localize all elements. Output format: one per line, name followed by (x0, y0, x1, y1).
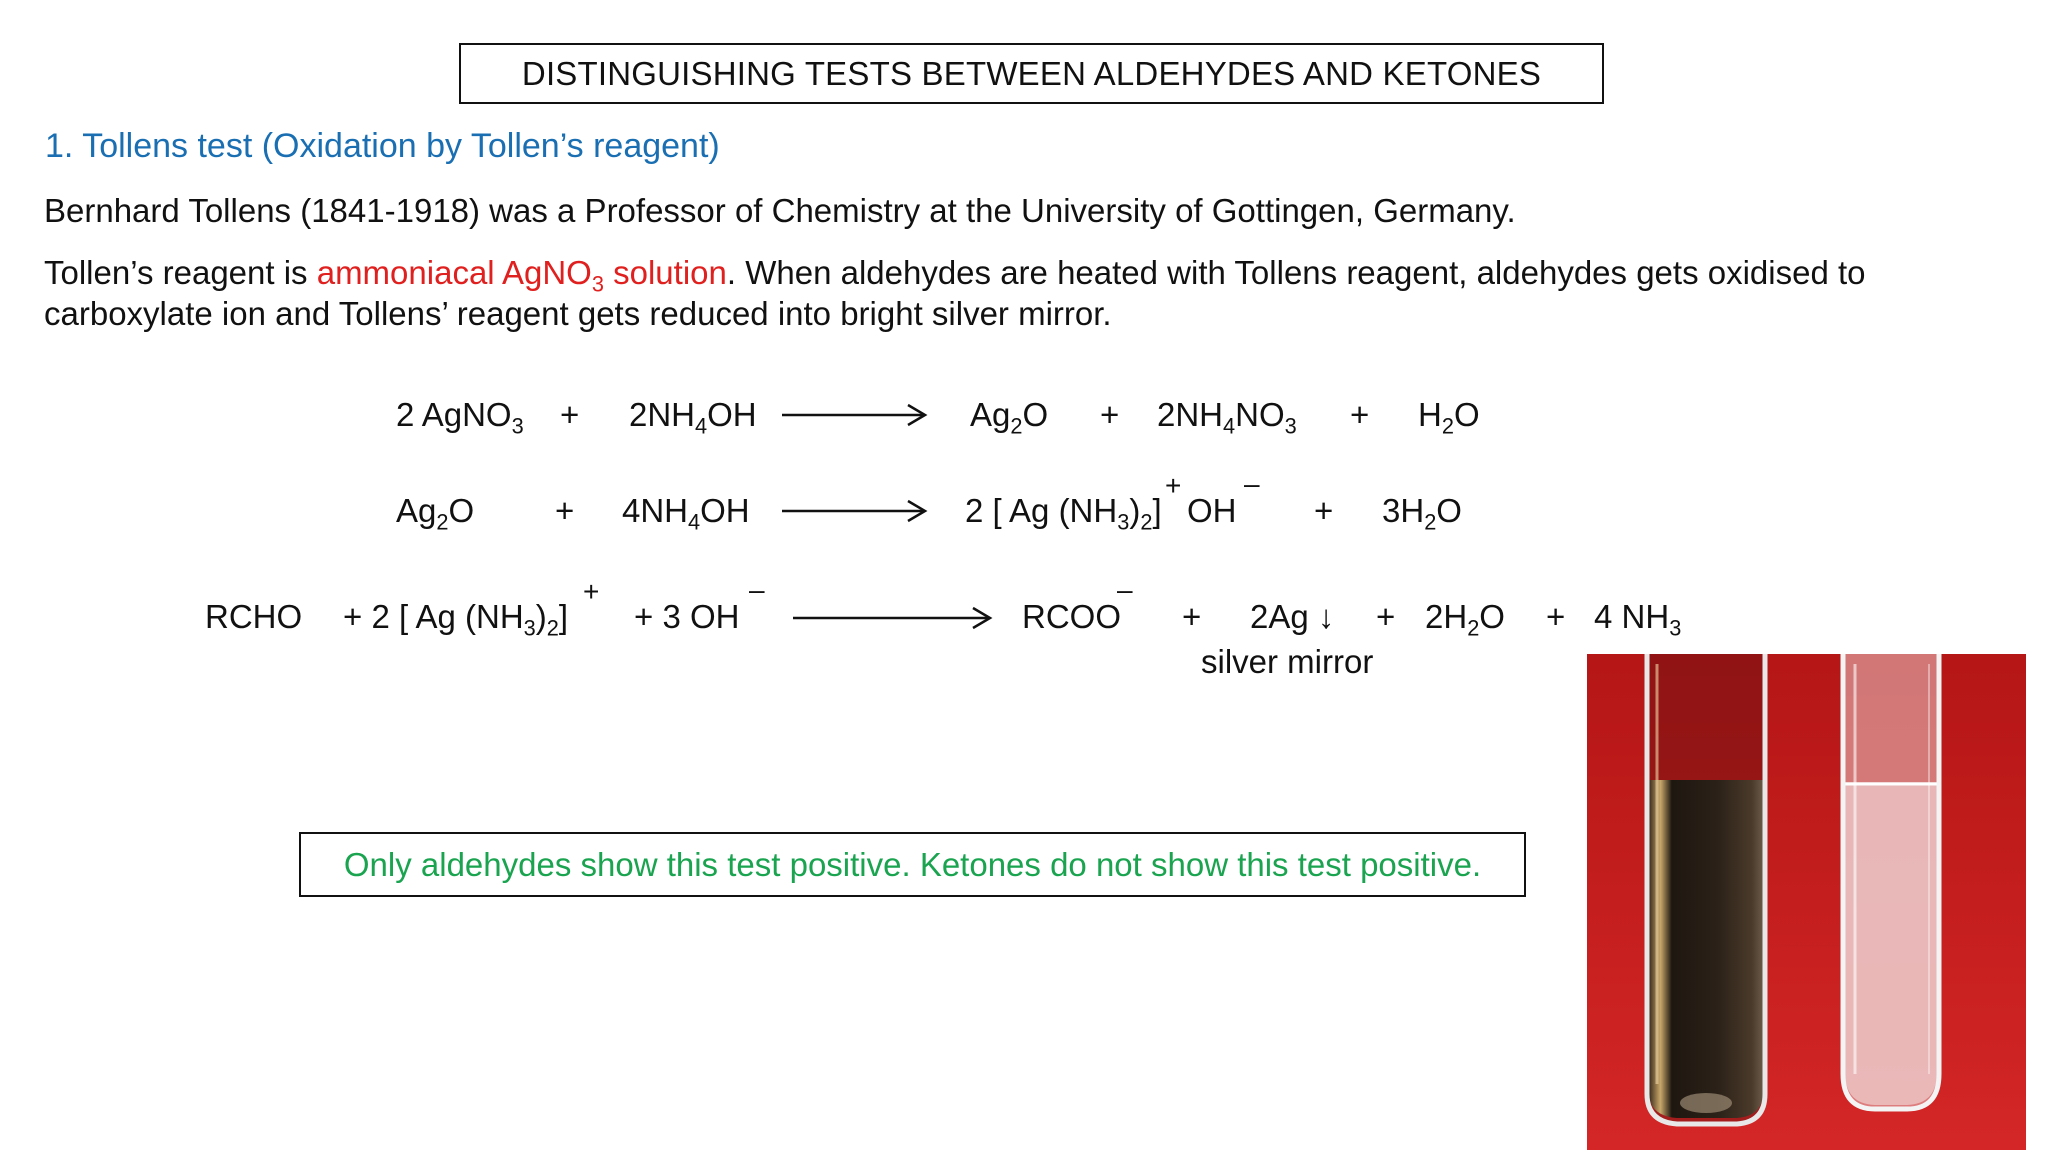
eq2-product-water: $3H_2O$ (1382, 492, 1462, 535)
test-tubes-illustration (1587, 654, 2026, 1150)
eq3-carboxylate-negative-charge: – (1117, 574, 1133, 605)
eq1-reaction-arrow (782, 400, 928, 430)
reagent-highlight: ammoniacal AgNO$_3$ solution (316, 254, 727, 297)
eq2-plus-2: + (1314, 492, 1334, 529)
eq3-complex-positive-charge: + (583, 576, 600, 607)
eq3-hydroxide-negative-charge: – (749, 574, 765, 605)
eq3-reactant-hydroxide: + 3 OH (634, 598, 740, 635)
eq3-plus-1: + (1182, 598, 1202, 635)
paragraph-reagent-rest: . When aldehydes are heated with Tollens reagent, aldehydes gets oxidised to (726, 254, 1866, 291)
eq1-reactant-agno3: 2 AgNO$_3$ (396, 396, 524, 439)
eq1-plus-2: + (1100, 396, 1120, 433)
eq1-product-nh4no3: $2NH_4NO_3$ (1157, 396, 1297, 439)
paragraph-reagent (44, 252, 1866, 297)
eq1-plus-3: + (1350, 396, 1370, 433)
eq3-product-water: $2H_2O$ (1425, 598, 1505, 641)
eq2-reactant-nh4oh: $4NH_4OH$ (622, 492, 750, 535)
eq3-reaction-arrow (793, 603, 993, 633)
eq3-reactant-complex: + 2 [ Ag $(NH_3)_2$] (343, 598, 569, 641)
eq3-product-silver: 2Ag ↓ (1250, 598, 1335, 635)
test-tubes-photo (1587, 654, 2026, 1150)
eq3-plus-2: + (1376, 598, 1396, 635)
eq1-plus-1: + (560, 396, 580, 433)
eq2-complex-positive-charge: + (1165, 470, 1182, 501)
eq3-product-carboxylate: RCOO (1022, 598, 1121, 635)
eq1-product-water: $H_2O$ (1418, 396, 1480, 439)
eq1-reactant-nh4oh: $2NH_4OH$ (629, 396, 757, 439)
paragraph-reagent-intro: Tollen’s reagent is (44, 254, 317, 291)
eq2-plus-1: + (555, 492, 575, 529)
eq3-reactant-rcho: RCHO (205, 598, 303, 635)
paragraph-reagent-line2: carboxylate ion and Tollens’ reagent gets reduced into bright silver mirror. (44, 295, 1112, 332)
section-heading: 1. Tollens test (Oxidation by Tollen’s reagent) (45, 127, 720, 165)
slide-title: DISTINGUISHING TESTS BETWEEN ALDEHYDES AND KETONES (459, 43, 1604, 104)
eq3-plus-3: + (1546, 598, 1566, 635)
silver-mirror-caption: silver mirror (1201, 643, 1374, 680)
eq2-hydroxide-negative-charge: – (1244, 468, 1260, 499)
eq2-reactant-ag2o: $Ag_2O$ (396, 492, 475, 535)
eq2-product-complex: 2 [ Ag $(NH_3)_2$] (965, 492, 1162, 535)
eq3-product-ammonia: 4 $NH_3$ (1594, 598, 1682, 641)
eq2-reaction-arrow (782, 496, 928, 526)
eq1-product-ag2o: $Ag_2O$ (970, 396, 1049, 439)
paragraph-biography: Bernhard Tollens (1841-1918) was a Professor of Chemistry at the University of Gottingen, Germany. (44, 192, 1516, 229)
eq2-product-hydroxide: OH (1187, 492, 1237, 529)
conclusion-note: Only aldehydes show this test positive. Ketones do not show this test positive. (299, 832, 1526, 897)
